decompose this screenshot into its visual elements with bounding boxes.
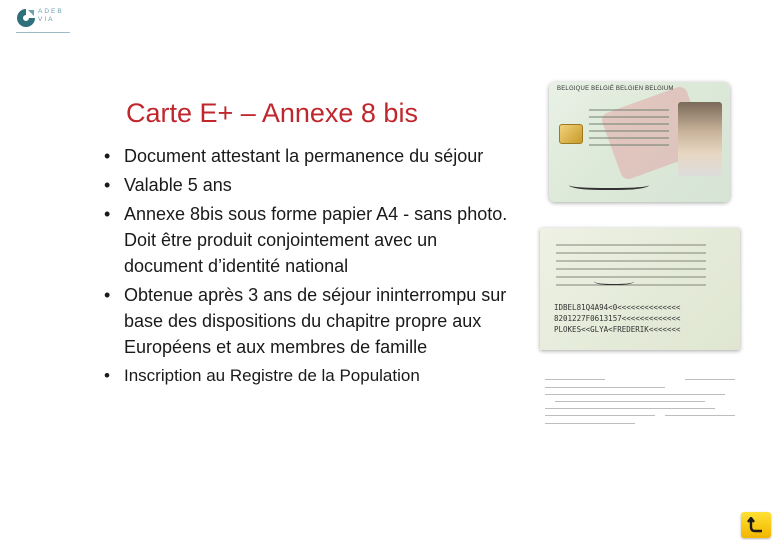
logo-mark-icon: [16, 8, 36, 28]
bullet-text: Inscription au Registre de la Population: [124, 366, 420, 385]
card-text-lines: [589, 104, 669, 151]
card-back-signature: [594, 276, 634, 285]
bullet-item: [100, 201, 510, 279]
return-button[interactable]: [741, 512, 771, 538]
bullet-item: [100, 143, 510, 169]
mrz-line: IDBEL81Q4A94<0<<<<<<<<<<<<<<: [554, 303, 681, 312]
logo-underline: [16, 32, 70, 33]
card-back-text-lines: [556, 238, 706, 292]
card-photo: [678, 102, 722, 176]
mrz-line: 8201227F0613157<<<<<<<<<<<<<: [554, 314, 681, 323]
bullet-dot: •: [104, 146, 111, 166]
id-card-front-image: [549, 82, 730, 202]
bullet-dot: •: [104, 204, 111, 224]
logo-text-line1: ADEB: [38, 8, 64, 15]
bullet-text: Valable 5 ans: [124, 175, 232, 195]
bullet-text: Obtenue après 3 ans de séjour ininterrompu sur base des dispositions du chapitre propre aux Européens et aux membres de famille: [124, 285, 507, 357]
bullet-dot: •: [104, 366, 110, 385]
slide-title: Carte E+ – Annexe 8 bis: [126, 98, 418, 128]
mrz-line: PLOKES<<GLYA<FREDERIK<<<<<<<: [554, 325, 681, 334]
bullet-dot: •: [104, 285, 111, 305]
bullet-item: [100, 282, 510, 360]
logo-text: [38, 8, 64, 24]
id-card-header: BELGIQUE BELGIË BELGIEN BELGIUM: [557, 86, 674, 92]
bullet-item: [100, 172, 510, 198]
mrz-zone: [554, 302, 680, 335]
bullet-list: [100, 143, 510, 392]
chip-icon: [559, 124, 583, 144]
bullet-dot: •: [104, 175, 111, 195]
logo-text-line2: VIA: [38, 16, 55, 23]
bullet-text: Document attestant la permanence du séjour: [124, 146, 484, 166]
bullet-text: Annexe 8bis sous forme papier A4 - sans photo. Doit être produit conjointement avec un document d’identité national: [124, 204, 508, 276]
bullet-item: [100, 363, 510, 389]
id-card-back-image: [540, 228, 740, 350]
return-arrow-icon: [747, 517, 765, 533]
logo: [16, 6, 76, 36]
annex-8bis-paper-image: [545, 377, 740, 431]
card-signature: [569, 178, 649, 190]
